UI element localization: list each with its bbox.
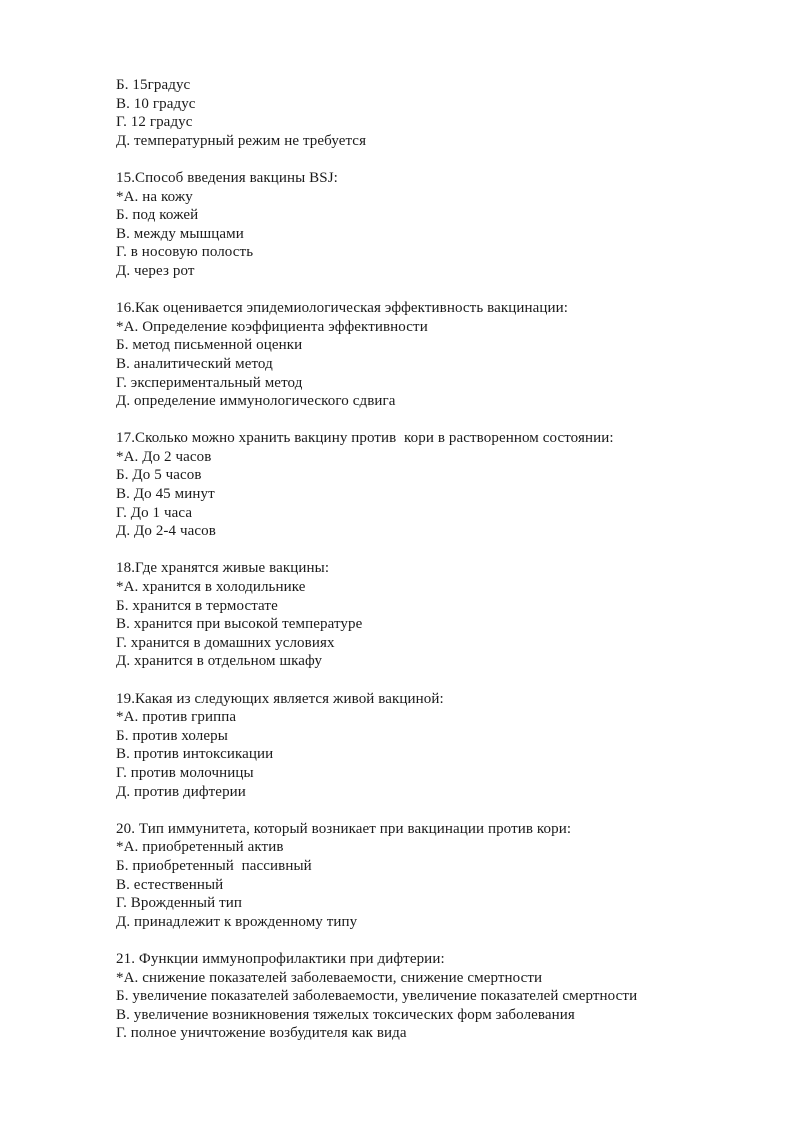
answer-option: *А. снижение показателей заболеваемости, снижение смертности xyxy=(116,969,543,986)
answer-option: Д. против дифтерии xyxy=(116,783,246,800)
question-block-21 xyxy=(116,950,776,1043)
answer-option: В. естественный xyxy=(116,876,224,893)
answer-option: Д. До 2-4 часов xyxy=(116,523,216,540)
answer-option: Б. метод письменной оценки xyxy=(116,337,303,354)
question-block-15 xyxy=(116,169,776,281)
question-block-16 xyxy=(116,299,776,411)
answer-option: Д. хранится в отдельном шкафу xyxy=(116,653,323,670)
answer-option: *А. До 2 часов xyxy=(116,448,212,465)
question-text: 16.Как оценивается эпидемиологическая эффективность вакцинации: xyxy=(116,300,569,317)
question-text: 19.Какая из следующих является живой вакциной: xyxy=(116,690,444,707)
answer-option: *А. хранится в холодильнике xyxy=(116,579,306,596)
answer-option: Д. принадлежит к врожденному типу xyxy=(116,913,358,930)
question-text: 18.Где хранятся живые вакцины: xyxy=(116,560,330,577)
answer-option: Г. хранится в домашних условиях xyxy=(116,634,335,651)
question-text: 21. Функции иммунопрофилактики при дифтерии: xyxy=(116,950,445,967)
answer-option: Г. Врожденный тип xyxy=(116,895,242,912)
answer-option: Б. До 5 часов xyxy=(116,467,202,484)
answer-option: Г. в носовую полость xyxy=(116,244,254,261)
answer-option: *А. на кожу xyxy=(116,188,193,205)
answer-option: В. между мышцами xyxy=(116,225,244,242)
answer-option: *А. приобретенный актив xyxy=(116,839,284,856)
answer-option: Б. увеличение показателей заболеваемости, увеличение показателей смертности xyxy=(116,988,638,1005)
answer-option: *А. против гриппа xyxy=(116,709,237,726)
answer-option: Б. 15градус xyxy=(116,77,191,93)
document-page xyxy=(116,76,776,1043)
question-block-20 xyxy=(116,820,776,932)
answer-option: Г. против молочницы xyxy=(116,764,254,781)
question-block-18 xyxy=(116,559,776,671)
question-block-19 xyxy=(116,690,776,802)
question-block-17 xyxy=(116,429,776,541)
answer-option: Г. До 1 часа xyxy=(116,504,193,521)
answer-option: Д. через рот xyxy=(116,262,195,279)
answer-option: Б. под кожей xyxy=(116,207,199,224)
answer-option: В. аналитический метод xyxy=(116,355,273,372)
answer-option: В. хранится при высокой температуре xyxy=(116,616,363,633)
answer-option: *А. Определение коэффициента эффективности xyxy=(116,318,428,335)
answer-option: Д. температурный режим не требуется xyxy=(116,132,367,149)
answer-option: Д. определение иммунологического сдвига xyxy=(116,393,396,410)
answer-option: В. 10 градус xyxy=(116,95,196,112)
question-text: 15.Способ введения вакцины BSJ: xyxy=(116,169,338,186)
question-block-continued xyxy=(116,76,776,150)
answer-option: Г. экспериментальный метод xyxy=(116,374,303,391)
answer-option: Г. полное уничтожение возбудителя как вида xyxy=(116,1025,407,1042)
answer-option: Г. 12 градус xyxy=(116,114,193,131)
question-text: 17.Сколько можно хранить вакцину против кори в растворенном состоянии: xyxy=(116,430,614,447)
answer-option: Б. хранится в термостате xyxy=(116,597,278,614)
answer-option: Б. против холеры xyxy=(116,727,228,744)
answer-option: В. До 45 минут xyxy=(116,486,215,503)
answer-option: Б. приобретенный пассивный xyxy=(116,857,312,874)
question-text: 20. Тип иммунитета, который возникает при вакцинации против кори: xyxy=(116,820,572,837)
answer-option: В. против интоксикации xyxy=(116,746,274,763)
answer-option: В. увеличение возникновения тяжелых токсических форм заболевания xyxy=(116,1006,575,1023)
